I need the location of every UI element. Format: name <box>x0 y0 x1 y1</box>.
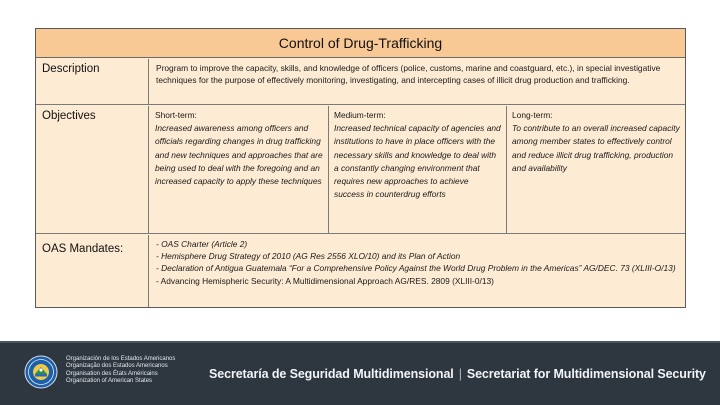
medium-term-text: Increased technical capacity of agencies and institutions to have in place officers with the necessary skills and knowledge to deal with a constantly changing environment that requires new approaches to achieve success in counterdrug efforts <box>334 123 501 200</box>
secretariat-banner <box>209 367 706 381</box>
secretariat-en: Secretariat for Multidimensional Security <box>466 367 706 381</box>
mandate-item: - Declaration of Antigua Guatemala “For a Comprehensive Policy Against the World Drug Problem in the Americas” AG/DEC. 73 (XLIII-O/13) <box>156 263 676 274</box>
mandate-item: - Advancing Hemispheric Security: A Multidimensional Approach AG/RES. 2809 (XLIII-0/13) <box>156 275 494 286</box>
objectives-row <box>36 106 685 234</box>
org-name-es: Organización de los Estados Americanos <box>66 356 176 362</box>
secretariat-separator: | <box>458 367 462 381</box>
short-term-text: Increased awareness among officers and officials regarding changes in drug trafficking and new techniques and approaches that are being used to deal with the foregoing and an increased capacity to apply these techniques <box>155 123 323 187</box>
medium-term-heading: Medium-term: <box>334 110 386 120</box>
short-term-objective <box>150 106 328 233</box>
objectives-label: Objectives <box>36 106 149 233</box>
long-term-objective <box>506 106 685 233</box>
mandate-item: - OAS Charter (Article 2) <box>156 239 248 249</box>
mandates-row <box>36 235 685 307</box>
secretariat-es: Secretaría de Seguridad Multidimensional <box>209 367 454 381</box>
table-title: Control of Drug-Trafficking <box>36 29 685 58</box>
long-term-heading: Long-term: <box>512 110 553 120</box>
short-term-heading: Short-term: <box>155 110 197 120</box>
org-name-fr: Organisation des États Américains <box>66 370 158 377</box>
mandates-list <box>150 235 685 307</box>
description-text: Program to improve the capacity, skills, and knowledge of officers (police, customs, marine and coastguard, etc.), in special investigative techniques for the purpose of effectively monitoring, investigating, and intercepting cases of illicit drug production and trafficking. <box>156 63 661 85</box>
footer-accent-line <box>0 341 720 343</box>
org-name-pt: Organização dos Estados Americanos <box>66 363 168 370</box>
medium-term-objective <box>328 106 506 233</box>
mandates-label: OAS Mandates: <box>36 235 149 307</box>
description-row <box>36 59 685 105</box>
description-label: Description <box>36 59 149 104</box>
long-term-text: To contribute to an overall increased capacity among member states to effectively control and reduce illicit drug trafficking, production and availability <box>512 123 680 173</box>
program-table <box>35 28 686 308</box>
oas-seal-icon <box>24 355 58 389</box>
org-name-en: Organization of American States <box>66 377 153 384</box>
mandate-item: - Hemisphere Drug Strategy of 2010 (AG Res 2556 XLO/10) and its Plan of Action <box>156 251 461 262</box>
org-names <box>66 356 196 385</box>
